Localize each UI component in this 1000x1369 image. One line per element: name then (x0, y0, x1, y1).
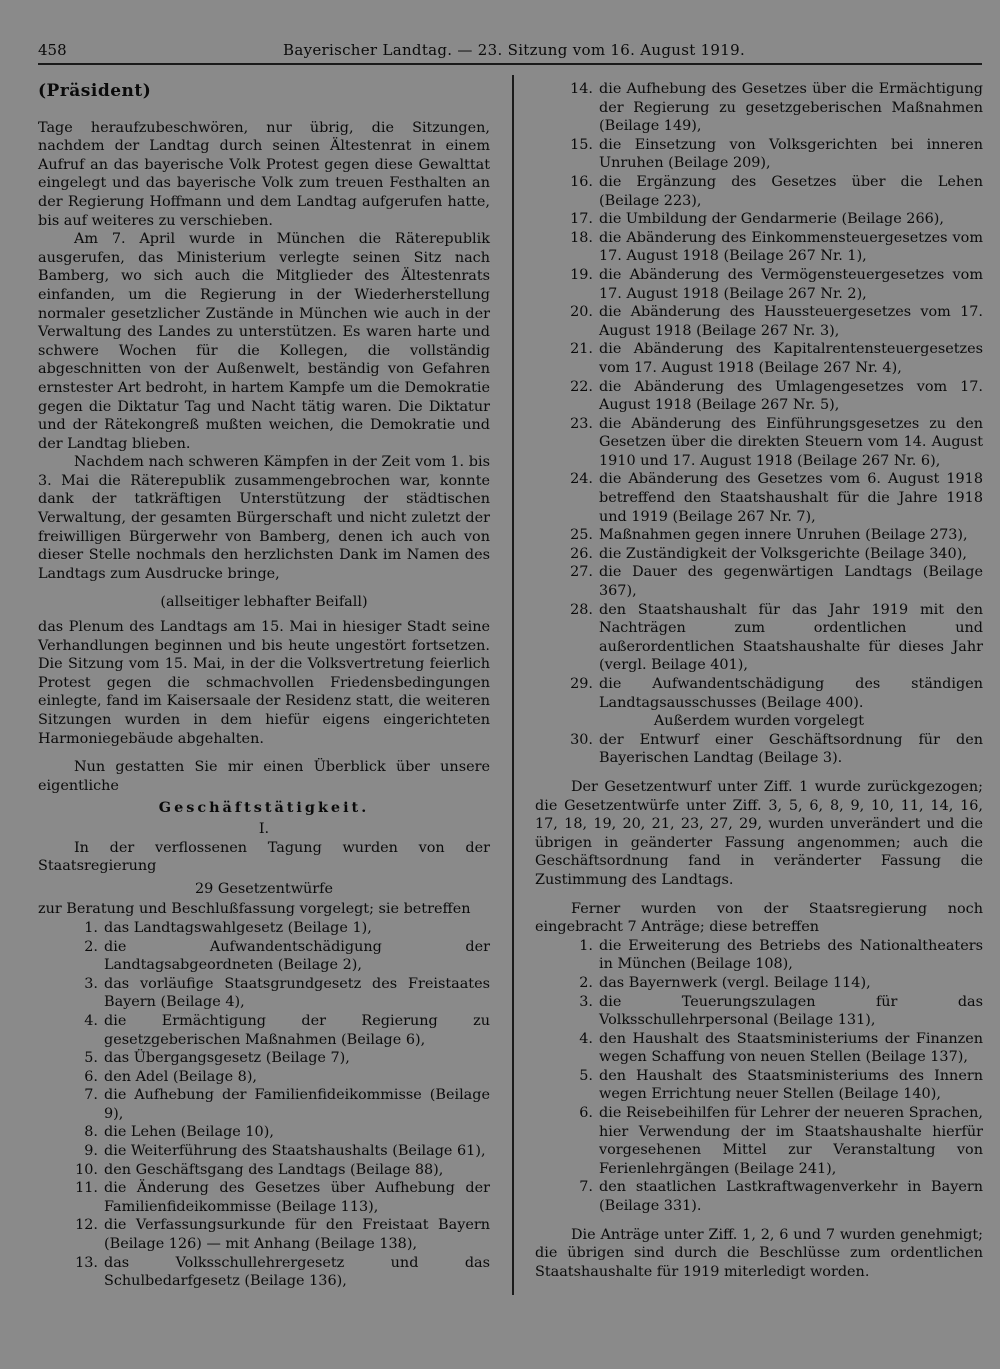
list-item (535, 993, 983, 1030)
item-number: 13. (75, 1254, 98, 1271)
list-item (535, 136, 983, 173)
item-number: 2. (84, 938, 98, 955)
item-text: die Lehen (Beilage 10), (104, 1124, 274, 1141)
speaker-label: (Präsident) (38, 81, 152, 101)
item-number: 1. (84, 919, 98, 936)
item-number: 7. (84, 1087, 98, 1104)
list-item (535, 173, 983, 210)
item-text: die Einsetzung von Volksgerichten bei inneren Unruhen (Beilage 209), (599, 136, 983, 172)
item-number: 9. (84, 1143, 98, 1160)
list-item (38, 1012, 490, 1049)
list-item (38, 975, 490, 1012)
bill-list-extra (535, 731, 983, 768)
item-text: das vorläufige Staatsgrundgesetz des Freistaates Bayern (Beilage 4), (104, 975, 490, 1011)
item-text: den Geschäftsgang des Landtags (Beilage 88), (104, 1161, 444, 1178)
item-text: den Haushalt des Staatsministeriums des Innern wegen Errichtung neuer Stellen (Beilage 140), (599, 1067, 983, 1103)
item-text: die Aufhebung der Familienfideikommisse (Beilage 9), (104, 1087, 490, 1122)
item-text: das Übergangsgesetz (Beilage 7), (104, 1050, 350, 1067)
paragraph: Ferner wurden von der Staatsregierung noch eingebracht 7 Anträge; diese betreffen (535, 900, 983, 936)
paragraph: Die Anträge unter Ziff. 1, 2, 6 und 7 wurden genehmigt; die übrigen sind durch die Beschlüsse zum ordentlichen Staatshaushalte für 1919 miterledigt worden. (535, 1226, 983, 1280)
item-number: 3. (579, 993, 593, 1010)
list-item (535, 378, 983, 415)
item-text: die Aufwandentschädigung der Landtagsabgeordneten (Beilage 2), (104, 938, 490, 974)
roman-numeral: I. (258, 820, 270, 837)
item-number: 5. (84, 1050, 98, 1067)
list-item (535, 340, 983, 377)
item-text: die Aufhebung des Gesetzes über die Ermächtigung der Regierung zu gesetzgeberischen Maßnahmen (Beilage 149), (599, 81, 983, 135)
item-number: 10. (75, 1161, 98, 1178)
paragraph: Nun gestatten Sie mir einen Überblick über unsere eigentliche (38, 759, 490, 794)
item-number: 11. (75, 1180, 98, 1197)
item-number: 4. (84, 1012, 98, 1029)
paragraph: zur Beratung und Beschlußfassung vorgelegt; sie betreffen (38, 901, 471, 918)
item-number: 20. (570, 304, 593, 321)
item-text: die Abänderung des Einführungsgesetzes zu den Gesetzen über die direkten Steuern vom 14. August 1910 und 17. August 1918 (Beilage 267 Nr. 6), (599, 415, 983, 469)
item-text: die Umbildung der Gendarmerie (Beilage 266), (599, 211, 944, 228)
spacer (535, 1216, 983, 1226)
item-number: 17. (570, 211, 593, 228)
also-submitted-line: Außerdem wurden vorgelegt (653, 713, 865, 730)
item-text: die Abänderung des Umlagengesetzes vom 17. August 1918 (Beilage 267 Nr. 5), (599, 378, 983, 414)
spacer (535, 768, 983, 778)
item-text: die Verfassungsurkunde für den Freistaat Bayern (Beilage 126) — mit Anhang (Beilage 138), (104, 1217, 490, 1253)
item-text: das Volksschullehrergesetz und das Schulbedarfgesetz (Beilage 136), (104, 1254, 490, 1290)
list-item (38, 1123, 490, 1142)
item-text: die Abänderung des Gesetzes vom 6. August 1918 betreffend den Staatshaushalt für die Jahre 1918 und 1919 (Beilage 267 Nr. 7), (599, 471, 983, 525)
list-item (38, 1068, 490, 1087)
item-number: 14. (570, 81, 593, 97)
page-number: 458 (38, 41, 67, 59)
list-item (535, 415, 983, 471)
item-text: das Landtagswahlgesetz (Beilage 1), (104, 919, 372, 936)
list-item (535, 80, 983, 136)
item-number: 24. (570, 471, 593, 488)
item-text: die Abänderung des Einkommensteuergesetzes vom 17. August 1918 (Beilage 267 Nr. 1), (599, 229, 983, 265)
item-text: die Abänderung des Kapitalrentensteuergesetzes vom 17. August 1918 (Beilage 267 Nr. 4), (599, 341, 983, 376)
list-item (535, 731, 983, 768)
item-number: 27. (570, 564, 593, 581)
list-item (38, 1254, 490, 1291)
header-rule (38, 63, 982, 65)
paragraph: Nachdem nach schweren Kämpfen in der Zeit vom 1. bis 3. Mai die Räterepublik zusammengebrochen war, konnte dank der tatkräftigen Unterstützung der städtischen Verwaltung, der gesamten Bürgerschaft und nicht zuletzt der freiwilligen Bürgerwehr von Bamberg, denen ich auch von dieser Stelle nochmals den herzlichsten Dank im Namen des Landtags zum Ausdrucke bringe, (38, 454, 490, 582)
subtitle: 29 Gesetzentwürfe (194, 880, 334, 897)
item-text: das Bayernwerk (vergl. Beilage 114), (599, 974, 871, 991)
item-number: 29. (570, 676, 593, 692)
item-number: 26. (570, 545, 593, 562)
item-number: 22. (570, 378, 593, 395)
item-text: den Staatshaushalt für das Jahr 1919 mit den Nachträgen zum ordentlichen und außerordentlichen Staatshaushalte für dieses Jahr (vergl. Beilage 401), (599, 601, 983, 674)
list-item (535, 210, 983, 229)
paragraph: Tage heraufzubeschwören, nur übrig, die Sitzungen, nachdem der Landtag durch seinen Ältestenrat in einem Aufruf an das bayerische Volk Protest gegen diese Gewalttat eingelegt und das bayerische Volk zum treuen Festhalten an der Regierung Hoffmann und dem Landtag aufgerufen hatte, bis auf weiteres zu verschieben. (38, 119, 490, 229)
item-number: 6. (579, 1105, 593, 1122)
column-divider (512, 75, 514, 1295)
item-number: 16. (570, 173, 593, 190)
item-number: 30. (570, 731, 593, 748)
list-item (38, 1179, 490, 1216)
item-number: 4. (579, 1030, 593, 1047)
list-item (535, 601, 983, 675)
item-number: 2. (579, 974, 593, 991)
list-item (535, 266, 983, 303)
list-item (38, 919, 490, 938)
item-text: die Teuerungszulagen für das Volksschullehrpersonal (Beilage 131), (599, 993, 983, 1029)
list-item (38, 1142, 490, 1161)
item-number: 28. (570, 601, 593, 618)
list-item (535, 526, 983, 545)
item-number: 5. (579, 1067, 593, 1084)
item-text: die Erweiterung des Betriebs des Nationaltheaters in München (Beilage 108), (599, 937, 983, 973)
list-item (535, 229, 983, 266)
item-number: 19. (570, 266, 593, 283)
list-item (535, 974, 983, 993)
list-item (535, 1104, 983, 1178)
paragraph: In der verflossenen Tagung wurden von der Staatsregierung (38, 839, 490, 875)
section-title: Geschäftstätigkeit. (158, 799, 370, 817)
list-item (535, 563, 983, 600)
list-item (38, 1049, 490, 1068)
item-text: der Entwurf einer Geschäftsordnung für den Bayerischen Landtag (Beilage 3). (599, 731, 983, 767)
list-item (535, 303, 983, 340)
spacer (535, 890, 983, 900)
list-item (38, 1216, 490, 1253)
paragraph: das Plenum des Landtags am 15. Mai in hiesiger Stadt seine Verhandlungen beginnen und bis heute ungestört fortsetzen. Die Sitzung vom 15. Mai, in der die Volksvertretung feierlich Protest gegen die schmachvollen Friedensbedingungen einlegte, fand im Kaisersaale der Residenz statt, die weiteren Sitzungen wurden in dem hiefür eigens eingerichteten Harmoniegebäude abgehalten. (38, 619, 490, 747)
item-text: die Änderung des Gesetzes über Aufhebung der Familienfideikommisse (Beilage 113), (104, 1180, 490, 1215)
right-column (535, 80, 983, 1281)
item-text: den staatlichen Lastkraftwagenverkehr in Bayern (Beilage 331). (599, 1179, 983, 1215)
item-number: 21. (570, 341, 593, 358)
item-number: 25. (570, 527, 593, 544)
item-text: den Haushalt des Staatsministeriums der Finanzen wegen Schaffung von neuen Stellen (Beilage 137), (599, 1030, 983, 1066)
item-number: 15. (570, 136, 593, 153)
spacer (38, 748, 490, 758)
item-number: 1. (579, 937, 593, 954)
list-item (535, 1067, 983, 1104)
motion-list (535, 937, 983, 1216)
item-text: Maßnahmen gegen innere Unruhen (Beilage 273), (599, 527, 968, 544)
list-item (38, 1161, 490, 1180)
item-text: den Adel (Beilage 8), (104, 1068, 258, 1085)
item-text: die Ermächtigung der Regierung zu gesetzgeberischen Maßnahmen (Beilage 6), (104, 1012, 490, 1048)
list-item (535, 1178, 983, 1215)
list-item (535, 545, 983, 564)
list-item (535, 937, 983, 974)
paragraph: Am 7. April wurde in München die Räterepublik ausgerufen, das Ministerium verlegte seinen Sitz nach Bamberg, wo sich auch die Mitglieder des Ältestenrats einfanden, um die Regierung in der Wiederherstellung normaler gesetzlicher Zustände in München wie auch in der Verwaltung des Landes zu unterstützen. Es waren harte und schwere Wochen für die Kollegen, die vollständig abgeschnitten von der Außenwelt, beständig von Gefahren ernstester Art bedroht, in hartem Kampfe um die Demokratie gegen die Diktatur Tag und Nacht tätig waren. Die Diktatur und der Rätekongreß mußten weichen, die Demokratie und der Landtag blieben. (38, 231, 490, 452)
item-text: die Dauer des gegenwärtigen Landtags (Beilage 367), (599, 564, 983, 600)
item-number: 8. (84, 1124, 98, 1141)
list-item (535, 1030, 983, 1067)
list-item (535, 470, 983, 526)
bill-list (38, 919, 490, 1291)
item-text: die Weiterführung des Staatshaushalts (Beilage 61), (104, 1143, 486, 1160)
item-text: die Reisebeihilfen für Lehrer der neueren Sprachen, hier Verwendung der im Staatshaushalte hierfür vorgesehenen Mittel zur Veranstaltung von Ferienlehrgängen (Beilage 241), (599, 1105, 983, 1177)
item-number: 23. (570, 415, 593, 432)
item-number: 12. (75, 1217, 98, 1234)
item-number: 3. (84, 975, 98, 992)
bill-list-continued (535, 80, 983, 712)
left-column (38, 80, 490, 1291)
item-text: die Abänderung des Haussteuergesetzes vom 17. August 1918 (Beilage 267 Nr. 3), (599, 304, 983, 339)
item-text: die Aufwandentschädigung des ständigen Landtagsausschusses (Beilage 400). (599, 676, 983, 711)
item-number: 7. (579, 1179, 593, 1196)
list-item (38, 938, 490, 975)
list-item (535, 675, 983, 712)
item-text: die Abänderung des Vermögensteuergesetzes vom 17. August 1918 (Beilage 267 Nr. 2), (599, 266, 983, 302)
item-number: 6. (84, 1068, 98, 1085)
item-text: die Ergänzung des Gesetzes über die Lehen (Beilage 223), (599, 173, 983, 209)
running-title: Bayerischer Landtag. — 23. Sitzung vom 16. August 1919. (283, 41, 746, 59)
item-text: die Zuständigkeit der Volksgerichte (Beilage 340), (599, 545, 967, 562)
item-number: 18. (570, 229, 593, 246)
applause-note: (allseitiger lebhafter Beifall) (160, 594, 368, 611)
paragraph: Der Gesetzentwurf unter Ziff. 1 wurde zurückgezogen; die Gesetzentwürfe unter Ziff. 3, 5, 6, 8, 9, 10, 11, 14, 16, 17, 18, 19, 20, 21, 23, 27, 29, wurden unverändert und die übrigen in geänderter Fassung angenommen; auch die Geschäftsordnung fand in veränderter Fassung die Zustimmung des Landtags. (535, 778, 983, 888)
list-item (38, 1086, 490, 1123)
